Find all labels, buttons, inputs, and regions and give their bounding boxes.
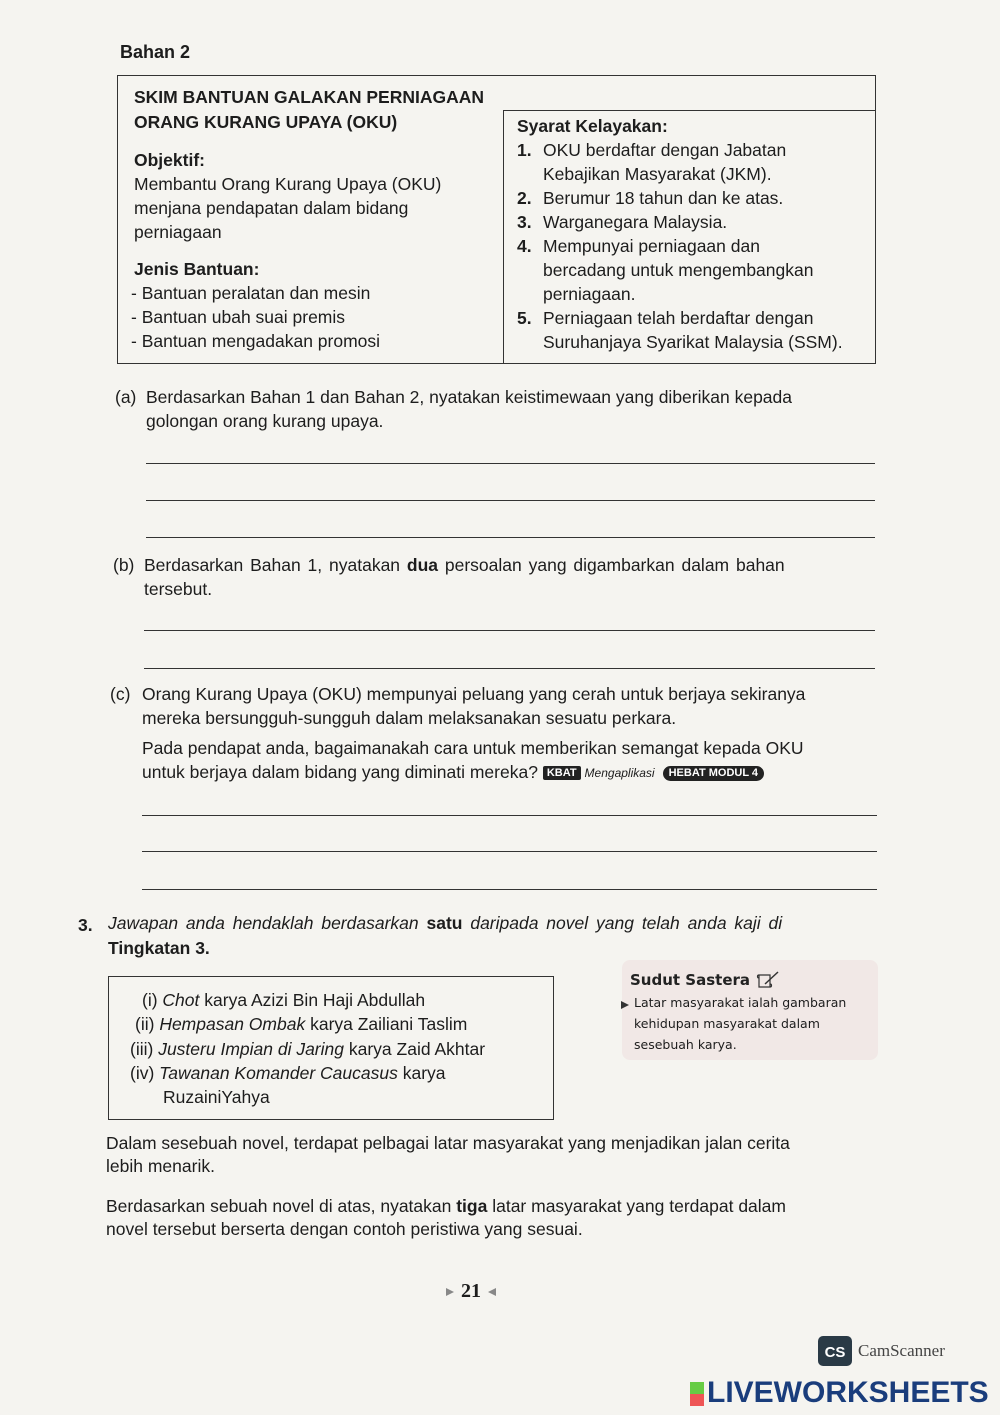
question-3-text: Tingkatan 3. (108, 938, 210, 958)
syarat-item: 3. Warganegara Malaysia. (517, 212, 728, 232)
syarat-item: 1. OKU berdaftar dengan Jabatan (517, 140, 787, 160)
syarat-item-cont: Suruhanjaya Syarikat Malaysia (SSM). (543, 332, 843, 352)
objektif-text: Membantu Orang Kurang Upaya (OKU) (134, 174, 442, 194)
question-b-text: Berdasarkan Bahan 1, nyatakan dua persoalan yang digambarkan dalam bahan (144, 555, 785, 575)
answer-line-b1[interactable] (144, 630, 875, 631)
novel-item: (iii) Justeru Impian di Jaring karya Zaid Akhtar (130, 1039, 486, 1059)
kbat-badge: KBAT (543, 766, 581, 780)
question-b-text: tersebut. (144, 579, 213, 599)
question-a-text: Berdasarkan Bahan 1 dan Bahan 2, nyatakan keistimewaan yang diberikan kepada (146, 387, 792, 407)
divider (503, 110, 875, 111)
triangle-bullet-icon (620, 1000, 630, 1010)
answer-line-a2[interactable] (146, 500, 875, 501)
question-3-number: 3. (78, 915, 93, 935)
question-a-label: (a) (115, 387, 137, 407)
answer-line-c2[interactable] (142, 851, 877, 852)
page-number: 21 (445, 1280, 497, 1303)
sudut-sastera-box (622, 960, 878, 1060)
answer-line-a1[interactable] (146, 463, 875, 464)
syarat-item-cont: perniagaan. (543, 284, 636, 304)
objektif-text: perniagaan (134, 222, 222, 242)
objektif-text: menjana pendapatan dalam bidang (134, 198, 409, 218)
sudut-text: Latar masyarakat ialah gambaran (634, 995, 847, 1010)
question-c-label: (c) (110, 684, 131, 704)
sudut-text: kehidupan masyarakat dalam (634, 1016, 820, 1031)
liveworksheets-logo: LIVEWORKSHEETS (690, 1376, 989, 1410)
paragraph: Berdasarkan sebuah novel di atas, nyatakan tiga latar masyarakat yang terdapat dalam (106, 1196, 786, 1216)
camscanner-label: CamScanner (858, 1341, 945, 1360)
syarat-item-cont: bercadang untuk mengembangkan (543, 260, 814, 280)
syarat-item: 4. Mempunyai perniagaan dan (517, 236, 760, 256)
question-c-text: mereka bersungguh-sungguh dalam melaksanakan sesuatu perkara. (142, 708, 677, 728)
question-a-text: golongan orang kurang upaya. (146, 411, 384, 431)
question-b-label: (b) (113, 555, 135, 575)
objektif-heading: Objektif: (134, 150, 205, 170)
paragraph: Dalam sesebuah novel, terdapat pelbagai latar masyarakat yang menjadikan jalan cerita (106, 1133, 790, 1153)
question-c-text: Pada pendapat anda, bagaimanakah cara untuk memberikan semangat kepada OKU (142, 738, 804, 758)
modul-badge: HEBAT MODUL 4 (663, 766, 764, 781)
syarat-heading: Syarat Kelayakan: (517, 116, 668, 136)
jenis-item: - Bantuan mengadakan promosi (131, 331, 381, 351)
novel-item-cont: RuzainiYahya (163, 1087, 270, 1107)
jenis-heading: Jenis Bantuan: (134, 259, 260, 279)
syarat-item: 2. Berumur 18 tahun dan ke atas. (517, 188, 784, 208)
sudut-title: Sudut Sastera (630, 971, 751, 989)
scroll-quill-icon (756, 970, 780, 990)
svg-text:CS: CS (824, 1344, 846, 1361)
sudut-text: sesebuah karya. (634, 1037, 737, 1052)
answer-line-c3[interactable] (142, 889, 877, 890)
novel-item: (i) Chot karya Azizi Bin Haji Abdullah (142, 990, 426, 1010)
paragraph: novel tersebut berserta dengan contoh peristiwa yang sesuai. (106, 1219, 583, 1239)
syarat-item: 5. Perniagaan telah berdaftar dengan (517, 308, 814, 328)
kbat-level: Mengaplikasi (584, 766, 655, 781)
scheme-title: ORANG KURANG UPAYA (OKU) (134, 112, 398, 132)
bahan-label: Bahan 2 (120, 42, 191, 62)
divider (503, 110, 504, 363)
question-3-text: Jawapan anda hendaklah berdasarkan satu daripada novel yang telah anda kaji di (108, 913, 783, 933)
answer-line-a3[interactable] (146, 537, 875, 538)
scheme-title: SKIM BANTUAN GALAKAN PERNIAGAAN (134, 87, 484, 107)
syarat-item-cont: Kebajikan Masyarakat (JKM). (543, 164, 772, 184)
novel-item: (ii) Hempasan Ombak karya Zailiani Taslim (135, 1014, 468, 1034)
answer-line-c1[interactable] (142, 815, 877, 816)
jenis-item: - Bantuan peralatan dan mesin (131, 283, 371, 303)
novel-item: (iv) Tawanan Komander Caucasus karya (130, 1063, 446, 1083)
triangle-left-icon (487, 1287, 497, 1297)
camscanner-icon (818, 1336, 852, 1366)
question-c-text: Orang Kurang Upaya (OKU) mempunyai peluang yang cerah untuk berjaya sekiranya (142, 684, 806, 704)
jenis-item: - Bantuan ubah suai premis (131, 307, 346, 327)
answer-line-b2[interactable] (144, 668, 875, 669)
triangle-right-icon (445, 1287, 455, 1297)
question-c-text: untuk berjaya dalam bidang yang diminati mereka? KBAT Mengaplikasi HEBAT MODUL 4 (142, 762, 764, 783)
paragraph: lebih menarik. (106, 1156, 215, 1176)
